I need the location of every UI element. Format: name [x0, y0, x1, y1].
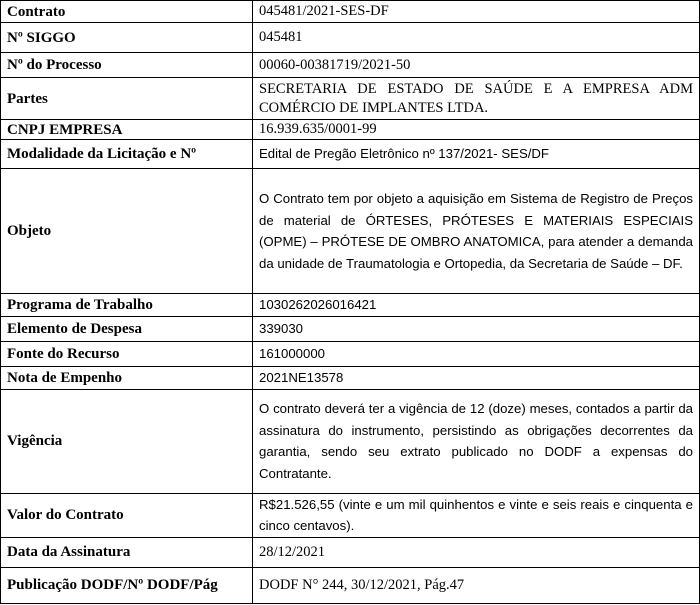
row-fonte [1, 342, 700, 367]
value-empenho: 2021NE13578 [253, 367, 700, 390]
value-processo: 00060-00381719/2021-50 [253, 53, 700, 78]
label-contrato: Contrato [1, 1, 253, 23]
row-empenho [1, 367, 700, 390]
value-publicacao: DODF N° 244, 30/12/2021, Pág.47 [253, 567, 700, 603]
label-fonte: Fonte do Recurso [1, 342, 253, 367]
label-objeto: Objeto [1, 169, 253, 294]
label-processo: Nº do Processo [1, 53, 253, 78]
value-vigencia: O contrato deverá ter a vigência de 12 (doze) meses, contados a partir da assinatura do instrumento, persistindo as obrigações decorrentes da garantia, sendo seu extrato publicado no DODF a expensas do Contratante. [253, 389, 700, 493]
row-modalidade [1, 140, 700, 169]
value-elemento: 339030 [253, 317, 700, 342]
row-siggo [1, 23, 700, 53]
row-processo [1, 53, 700, 78]
label-publicacao: Publicação DODF/Nº DODF/Pág [1, 567, 253, 603]
value-partes: SECRETARIA DE ESTADO DE SAÚDE E A EMPRESA ADM COMÉRCIO DE IMPLANTES LTDA. [253, 78, 700, 120]
row-assinatura [1, 537, 700, 567]
row-publicacao [1, 567, 700, 603]
value-modalidade: Edital de Pregão Eletrônico nº 137/2021- SES/DF [253, 140, 700, 169]
label-assinatura: Data da Assinatura [1, 537, 253, 567]
row-cnpj [1, 120, 700, 140]
row-elemento [1, 317, 700, 342]
label-partes: Partes [1, 78, 253, 120]
value-contrato: 045481/2021-SES-DF [253, 1, 700, 23]
value-valor: R$21.526,55 (vinte e um mil quinhentos e vinte e seis reais e cinquenta e cinco centavos). [253, 493, 700, 537]
value-fonte: 161000000 [253, 342, 700, 367]
label-empenho: Nota de Empenho [1, 367, 253, 390]
label-cnpj: CNPJ EMPRESA [1, 120, 253, 140]
value-programa: 1030262026016421 [253, 294, 700, 317]
row-valor [1, 493, 700, 537]
label-programa: Programa de Trabalho [1, 294, 253, 317]
row-contrato [1, 1, 700, 23]
value-assinatura: 28/12/2021 [253, 537, 700, 567]
label-elemento: Elemento de Despesa [1, 317, 253, 342]
row-partes [1, 78, 700, 120]
value-objeto: O Contrato tem por objeto a aquisição em Sistema de Registro de Preços de material de ÓRTESES, PRÓTESES E MATERIAIS ESPECIAIS (OPME) – PRÓTESE DE OMBRO ANATOMICA, para atender a demanda da unidade de Traumatologia e Ortopedia, da Secretaria de Saúde – DF. [253, 169, 700, 294]
row-vigencia [1, 389, 700, 493]
label-vigencia: Vigência [1, 389, 253, 493]
row-objeto [1, 169, 700, 294]
row-programa [1, 294, 700, 317]
label-modalidade: Modalidade da Licitação e Nº [1, 140, 253, 169]
label-valor: Valor do Contrato [1, 493, 253, 537]
value-cnpj: 16.939.635/0001-99 [253, 120, 700, 140]
label-siggo: Nº SIGGO [1, 23, 253, 53]
value-siggo: 045481 [253, 23, 700, 53]
